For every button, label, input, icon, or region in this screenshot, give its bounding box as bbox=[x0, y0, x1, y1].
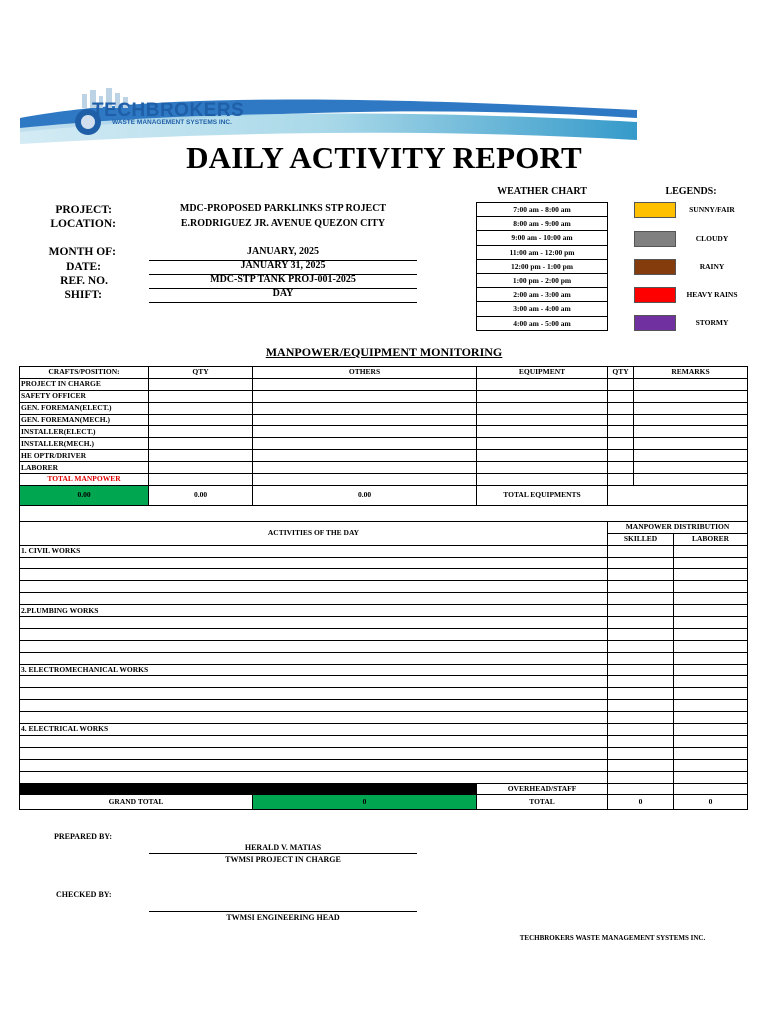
craft-others-cell[interactable] bbox=[253, 414, 477, 426]
craft-row bbox=[20, 414, 748, 426]
grand-total-label: GRAND TOTAL bbox=[20, 795, 253, 810]
equipment-cell[interactable] bbox=[477, 414, 608, 426]
craft-qty-cell[interactable] bbox=[149, 462, 253, 474]
shift-label: SHIFT: bbox=[64, 289, 102, 301]
total-equipments-label: TOTAL EQUIPMENTS bbox=[477, 485, 608, 505]
laborer-cell[interactable] bbox=[674, 724, 748, 736]
skilled-cell[interactable] bbox=[608, 688, 674, 700]
equipment-qty-header: QTY bbox=[608, 367, 634, 379]
others-header: OTHERS bbox=[253, 367, 477, 379]
location-label: LOCATION: bbox=[50, 218, 116, 230]
craft-others-cell[interactable] bbox=[253, 438, 477, 450]
legend-swatch bbox=[634, 287, 676, 303]
weather-time-slot[interactable]: 2:00 am - 3:00 am bbox=[477, 288, 608, 302]
laborer-cell[interactable] bbox=[674, 557, 748, 569]
equipment-qty-cell[interactable] bbox=[608, 450, 634, 462]
activity-entry[interactable] bbox=[20, 617, 608, 629]
craft-position-label: HE OPTR/DRIVER bbox=[20, 450, 149, 462]
skilled-cell[interactable] bbox=[608, 628, 674, 640]
legend-swatch bbox=[634, 315, 676, 331]
craft-row bbox=[20, 462, 748, 474]
activity-line-row bbox=[20, 557, 748, 569]
prepared-by-title: TWMSI PROJECT IN CHARGE bbox=[225, 855, 341, 864]
laborer-cell[interactable] bbox=[674, 581, 748, 593]
manpower-equipment-table bbox=[19, 366, 748, 810]
legends-title: LEGENDS: bbox=[665, 186, 717, 197]
skilled-cell[interactable] bbox=[608, 700, 674, 712]
activity-entry[interactable] bbox=[20, 652, 608, 664]
total-qty-value: 0.00 bbox=[149, 485, 253, 505]
equipment-qty-cell[interactable] bbox=[608, 378, 634, 390]
craft-others-cell[interactable] bbox=[253, 402, 477, 414]
overhead-laborer-cell[interactable] bbox=[674, 783, 748, 795]
craft-row bbox=[20, 438, 748, 450]
activity-entry[interactable] bbox=[20, 593, 608, 605]
laborer-cell[interactable] bbox=[674, 735, 748, 747]
craft-row bbox=[20, 402, 748, 414]
activity-entry[interactable] bbox=[20, 569, 608, 581]
laborer-cell[interactable] bbox=[674, 771, 748, 783]
weather-row bbox=[477, 273, 608, 287]
craft-row bbox=[20, 450, 748, 462]
checked-by-signature-line bbox=[149, 911, 417, 912]
skilled-cell[interactable] bbox=[608, 593, 674, 605]
laborer-cell[interactable] bbox=[674, 569, 748, 581]
skilled-cell[interactable] bbox=[608, 605, 674, 617]
activity-line-row bbox=[20, 759, 748, 771]
craft-others-cell[interactable] bbox=[253, 450, 477, 462]
weather-time-slot[interactable]: 8:00 am - 9:00 am bbox=[477, 217, 608, 231]
table-cell bbox=[608, 474, 634, 486]
grand-total-row bbox=[20, 795, 748, 810]
laborer-header: LABORER bbox=[674, 533, 748, 545]
skilled-cell[interactable] bbox=[608, 747, 674, 759]
activity-line-row bbox=[20, 652, 748, 664]
legend-label: STORMY bbox=[695, 318, 729, 327]
activity-line-row bbox=[20, 747, 748, 759]
weather-chart-table bbox=[476, 202, 608, 331]
craft-others-cell[interactable] bbox=[253, 426, 477, 438]
remarks-cell[interactable] bbox=[634, 438, 748, 450]
weather-row bbox=[477, 217, 608, 231]
laborer-cell[interactable] bbox=[674, 664, 748, 676]
remarks-cell[interactable] bbox=[634, 414, 748, 426]
location-value: E.RODRIGUEZ JR. AVENUE QUEZON CITY bbox=[180, 218, 386, 229]
activity-entry[interactable] bbox=[20, 712, 608, 724]
activity-section-row bbox=[20, 664, 748, 676]
skilled-cell[interactable] bbox=[608, 759, 674, 771]
equipment-header: EQUIPMENT bbox=[477, 367, 608, 379]
table-cell bbox=[477, 474, 608, 486]
craft-row bbox=[20, 426, 748, 438]
total-values-row bbox=[20, 485, 748, 505]
weather-row bbox=[477, 231, 608, 245]
weather-row bbox=[477, 203, 608, 217]
ref-value: MDC-STP TANK PROJ-001-2025 bbox=[149, 274, 417, 289]
activities-header-row bbox=[20, 521, 748, 533]
project-value: MDC-PROPOSED PARKLINKS STP ROJECT bbox=[179, 203, 387, 214]
equipment-cell[interactable] bbox=[477, 426, 608, 438]
activity-section-title: 3. ELECTROMECHANICAL WORKS bbox=[20, 664, 608, 676]
footer-company: TECHBROKERS WASTE MANAGEMENT SYSTEMS INC. bbox=[519, 934, 706, 942]
skilled-cell[interactable] bbox=[608, 617, 674, 629]
remarks-cell[interactable] bbox=[634, 402, 748, 414]
weather-time-slot[interactable]: 3:00 am - 4:00 am bbox=[477, 302, 608, 316]
activity-entry[interactable] bbox=[20, 759, 608, 771]
total-manpower-label: TOTAL MANPOWER bbox=[20, 474, 149, 486]
craft-position-label: INSTALLER(MECH.) bbox=[20, 438, 149, 450]
month-value: JANUARY, 2025 bbox=[149, 246, 417, 261]
craft-position-label: GEN. FOREMAN(ELECT.) bbox=[20, 402, 149, 414]
total-manpower-row bbox=[20, 474, 748, 486]
prepared-by-name: HERALD V. MATIAS bbox=[149, 843, 417, 854]
craft-others-cell[interactable] bbox=[253, 390, 477, 402]
activity-entry[interactable] bbox=[20, 688, 608, 700]
manpower-section-title: MANPOWER/EQUIPMENT MONITORING bbox=[265, 345, 503, 359]
legend-label: RAINY bbox=[699, 262, 725, 271]
weather-row bbox=[477, 316, 608, 330]
activity-section-row bbox=[20, 724, 748, 736]
activity-line-row bbox=[20, 581, 748, 593]
equipment-qty-cell[interactable] bbox=[608, 390, 634, 402]
weather-time-slot[interactable]: 9:00 am - 10:00 am bbox=[477, 231, 608, 245]
activity-line-row bbox=[20, 735, 748, 747]
equipment-qty-cell[interactable] bbox=[608, 402, 634, 414]
activities-header: ACTIVITIES OF THE DAY bbox=[20, 521, 608, 545]
craft-qty-cell[interactable] bbox=[149, 438, 253, 450]
weather-time-slot[interactable]: 11:00 am - 12:00 pm bbox=[477, 245, 608, 259]
company-subtitle: WASTE MANAGEMENT SYSTEMS INC. bbox=[112, 119, 232, 126]
checked-by-title: TWMSI ENGINEERING HEAD bbox=[226, 913, 340, 922]
table-cell bbox=[20, 505, 748, 521]
activity-section-title: 1. CIVIL WORKS bbox=[20, 545, 608, 557]
legend-swatch bbox=[634, 202, 676, 218]
craft-row bbox=[20, 390, 748, 402]
remarks-header: REMARKS bbox=[634, 367, 748, 379]
activity-section-title: 4. ELECTRICAL WORKS bbox=[20, 724, 608, 736]
laborer-total: 0 bbox=[674, 795, 748, 810]
skilled-cell[interactable] bbox=[608, 724, 674, 736]
laborer-cell[interactable] bbox=[674, 605, 748, 617]
legend-swatch bbox=[634, 259, 676, 275]
craft-position-label: SAFETY OFFICER bbox=[20, 390, 149, 402]
activity-section-row bbox=[20, 545, 748, 557]
legend-label: SUNNY/FAIR bbox=[689, 205, 735, 214]
laborer-cell[interactable] bbox=[674, 712, 748, 724]
skilled-cell[interactable] bbox=[608, 557, 674, 569]
activity-line-row bbox=[20, 771, 748, 783]
skilled-cell[interactable] bbox=[608, 581, 674, 593]
shift-value: DAY bbox=[149, 288, 417, 303]
equipment-cell[interactable] bbox=[477, 450, 608, 462]
laborer-cell[interactable] bbox=[674, 640, 748, 652]
craft-position-label: GEN. FOREMAN(MECH.) bbox=[20, 414, 149, 426]
equipment-cell[interactable] bbox=[477, 438, 608, 450]
equipment-cell[interactable] bbox=[477, 390, 608, 402]
weather-row bbox=[477, 259, 608, 273]
activity-section-title: 2.PLUMBING WORKS bbox=[20, 605, 608, 617]
craft-qty-cell[interactable] bbox=[149, 414, 253, 426]
report-title: DAILY ACTIVITY REPORT bbox=[186, 140, 582, 175]
weather-row bbox=[477, 245, 608, 259]
laborer-cell[interactable] bbox=[674, 700, 748, 712]
equipment-qty-cell[interactable] bbox=[608, 438, 634, 450]
skilled-cell[interactable] bbox=[608, 545, 674, 557]
spacer-row bbox=[20, 505, 748, 521]
activity-line-row bbox=[20, 640, 748, 652]
skilled-cell[interactable] bbox=[608, 735, 674, 747]
total-manpower-value: 0.00 bbox=[20, 485, 149, 505]
overhead-row bbox=[20, 783, 748, 795]
weather-row bbox=[477, 288, 608, 302]
table-cell bbox=[149, 474, 253, 486]
skilled-header: SKILLED bbox=[608, 533, 674, 545]
checked-by-label: CHECKED BY: bbox=[56, 890, 112, 899]
skilled-cell[interactable] bbox=[608, 771, 674, 783]
activity-line-row bbox=[20, 676, 748, 688]
laborer-cell[interactable] bbox=[674, 688, 748, 700]
activity-line-row bbox=[20, 593, 748, 605]
total-equipments-value bbox=[608, 485, 748, 505]
overhead-skilled-cell[interactable] bbox=[608, 783, 674, 795]
craft-qty-cell[interactable] bbox=[149, 390, 253, 402]
skilled-cell[interactable] bbox=[608, 676, 674, 688]
black-bar bbox=[20, 783, 477, 795]
skilled-cell[interactable] bbox=[608, 664, 674, 676]
laborer-cell[interactable] bbox=[674, 593, 748, 605]
laborer-cell[interactable] bbox=[674, 617, 748, 629]
activity-entry[interactable] bbox=[20, 771, 608, 783]
grand-total-value: 0 bbox=[253, 795, 477, 810]
weather-row bbox=[477, 302, 608, 316]
project-label: PROJECT: bbox=[55, 204, 112, 216]
total-label: TOTAL bbox=[477, 795, 608, 810]
table-header-row bbox=[20, 367, 748, 379]
qty-header: QTY bbox=[149, 367, 253, 379]
craft-qty-cell[interactable] bbox=[149, 426, 253, 438]
skilled-cell[interactable] bbox=[608, 569, 674, 581]
activity-entry[interactable] bbox=[20, 581, 608, 593]
total-others-value: 0.00 bbox=[253, 485, 477, 505]
activity-line-row bbox=[20, 712, 748, 724]
weather-time-slot[interactable]: 4:00 am - 5:00 am bbox=[477, 316, 608, 330]
activity-section-row bbox=[20, 605, 748, 617]
skilled-cell[interactable] bbox=[608, 640, 674, 652]
equipment-qty-cell[interactable] bbox=[608, 414, 634, 426]
activity-line-row bbox=[20, 700, 748, 712]
equipment-cell[interactable] bbox=[477, 462, 608, 474]
craft-position-label: PROJECT IN CHARGE bbox=[20, 378, 149, 390]
equipment-qty-cell[interactable] bbox=[608, 462, 634, 474]
activity-entry[interactable] bbox=[20, 735, 608, 747]
date-value: JANUARY 31, 2025 bbox=[149, 260, 417, 275]
laborer-cell[interactable] bbox=[674, 759, 748, 771]
laborer-cell[interactable] bbox=[674, 747, 748, 759]
activity-entry[interactable] bbox=[20, 557, 608, 569]
legend-label: CLOUDY bbox=[695, 234, 729, 243]
company-name: TECHBROKERS bbox=[92, 100, 245, 121]
craft-row bbox=[20, 378, 748, 390]
skilled-total: 0 bbox=[608, 795, 674, 810]
weather-time-slot[interactable]: 12:00 pm - 1:00 pm bbox=[477, 259, 608, 273]
activity-entry[interactable] bbox=[20, 640, 608, 652]
table-cell bbox=[253, 474, 477, 486]
ref-label: REF. NO. bbox=[60, 275, 108, 287]
activity-entry[interactable] bbox=[20, 628, 608, 640]
equipment-qty-cell[interactable] bbox=[608, 426, 634, 438]
laborer-cell[interactable] bbox=[674, 628, 748, 640]
craft-qty-cell[interactable] bbox=[149, 450, 253, 462]
remarks-cell[interactable] bbox=[634, 462, 748, 474]
date-label: DATE: bbox=[66, 261, 101, 273]
laborer-cell[interactable] bbox=[674, 676, 748, 688]
weather-chart-title: WEATHER CHART bbox=[497, 186, 587, 197]
prepared-by-label: PREPARED BY: bbox=[54, 832, 113, 841]
remarks-cell[interactable] bbox=[634, 450, 748, 462]
activity-entry[interactable] bbox=[20, 747, 608, 759]
activity-line-row bbox=[20, 569, 748, 581]
remarks-cell[interactable] bbox=[634, 378, 748, 390]
craft-qty-cell[interactable] bbox=[149, 378, 253, 390]
activity-line-row bbox=[20, 688, 748, 700]
remarks-cell[interactable] bbox=[634, 426, 748, 438]
activity-line-row bbox=[20, 628, 748, 640]
laborer-cell[interactable] bbox=[674, 652, 748, 664]
activity-entry[interactable] bbox=[20, 700, 608, 712]
weather-time-slot[interactable]: 1:00 pm - 2:00 pm bbox=[477, 273, 608, 287]
craft-others-cell[interactable] bbox=[253, 378, 477, 390]
activity-line-row bbox=[20, 617, 748, 629]
laborer-cell[interactable] bbox=[674, 545, 748, 557]
craft-position-label: INSTALLER(ELECT.) bbox=[20, 426, 149, 438]
overhead-staff-label: OVERHEAD/STAFF bbox=[477, 783, 608, 795]
legend-swatch bbox=[634, 231, 676, 247]
skilled-cell[interactable] bbox=[608, 712, 674, 724]
equipment-cell[interactable] bbox=[477, 402, 608, 414]
weather-time-slot[interactable]: 7:00 am - 8:00 am bbox=[477, 203, 608, 217]
table-cell bbox=[634, 474, 748, 486]
manpower-distribution-header: MANPOWER DISTRIBUTION bbox=[608, 521, 748, 533]
craft-others-cell[interactable] bbox=[253, 462, 477, 474]
remarks-cell[interactable] bbox=[634, 390, 748, 402]
equipment-cell[interactable] bbox=[477, 378, 608, 390]
craft-qty-cell[interactable] bbox=[149, 402, 253, 414]
skilled-cell[interactable] bbox=[608, 652, 674, 664]
month-label: MONTH OF: bbox=[48, 246, 116, 258]
craft-position-label: LABORER bbox=[20, 462, 149, 474]
crafts-header: CRAFTS/POSITION: bbox=[20, 367, 149, 379]
activity-entry[interactable] bbox=[20, 676, 608, 688]
legend-label: HEAVY RAINS bbox=[686, 290, 738, 299]
